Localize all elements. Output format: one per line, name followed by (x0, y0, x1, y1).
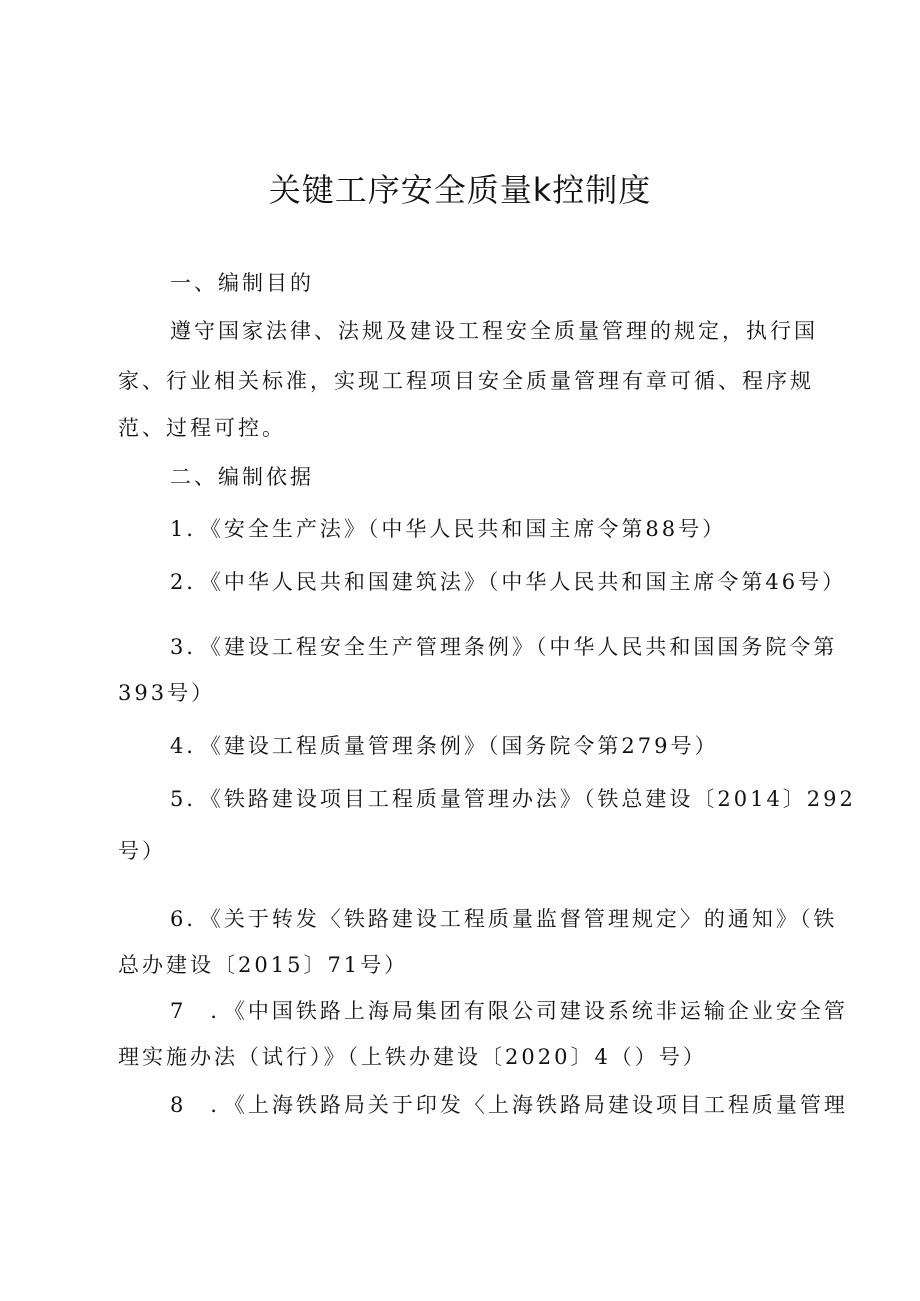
list-item-7-cont: 理实施办法（试行）》（上铁办建设〔2020〕4（）号） (118, 1045, 707, 1069)
list-item-8: 8 ．《上海铁路局关于印发〈上海铁路局建设项目工程质量管理 (170, 1093, 848, 1117)
paragraph-line: 家、行业相关标准，实现工程项目安全质量管理有章可循、程序规 (118, 369, 814, 393)
list-item-4: 4．《建设工程质量管理条例》（国务院令第279号） (170, 734, 719, 758)
list-item-3: 3．《建设工程安全生产管理条例》（中华人民共和国国务院令第 (170, 635, 838, 659)
section-heading-basis: 二、编制依据 (170, 465, 314, 489)
list-item-3-cont: 393号） (118, 681, 216, 705)
document-title: 关键工序安全质量k控制度 (268, 171, 652, 209)
section-heading-purpose: 一、编制目的 (170, 271, 314, 295)
paragraph-line: 范、过程可控。 (118, 416, 286, 440)
list-item-5-cont: 号） (118, 839, 166, 863)
paragraph-line: 遵守国家法律、法规及建设工程安全质量管理的规定，执行国 (170, 319, 818, 343)
list-item-7: 7 ．《中国铁路上海局集团有限公司建设系统非运输企业安全管 (170, 999, 848, 1023)
list-item-6-cont: 总办建设〔2015〕71号） (118, 953, 409, 977)
list-item-2: 2．《中华人民共和国建筑法》（中华人民共和国主席令第46号） (170, 570, 847, 594)
list-item-1: 1．《安全生产法》（中华人民共和国主席令第88号） (170, 517, 727, 541)
list-item-5: 5．《铁路建设项目工程质量管理办法》（铁总建设〔2014〕292 (170, 787, 856, 811)
list-item-6: 6．《关于转发〈铁路建设工程质量监督管理规定〉的通知》（铁 (170, 907, 838, 931)
